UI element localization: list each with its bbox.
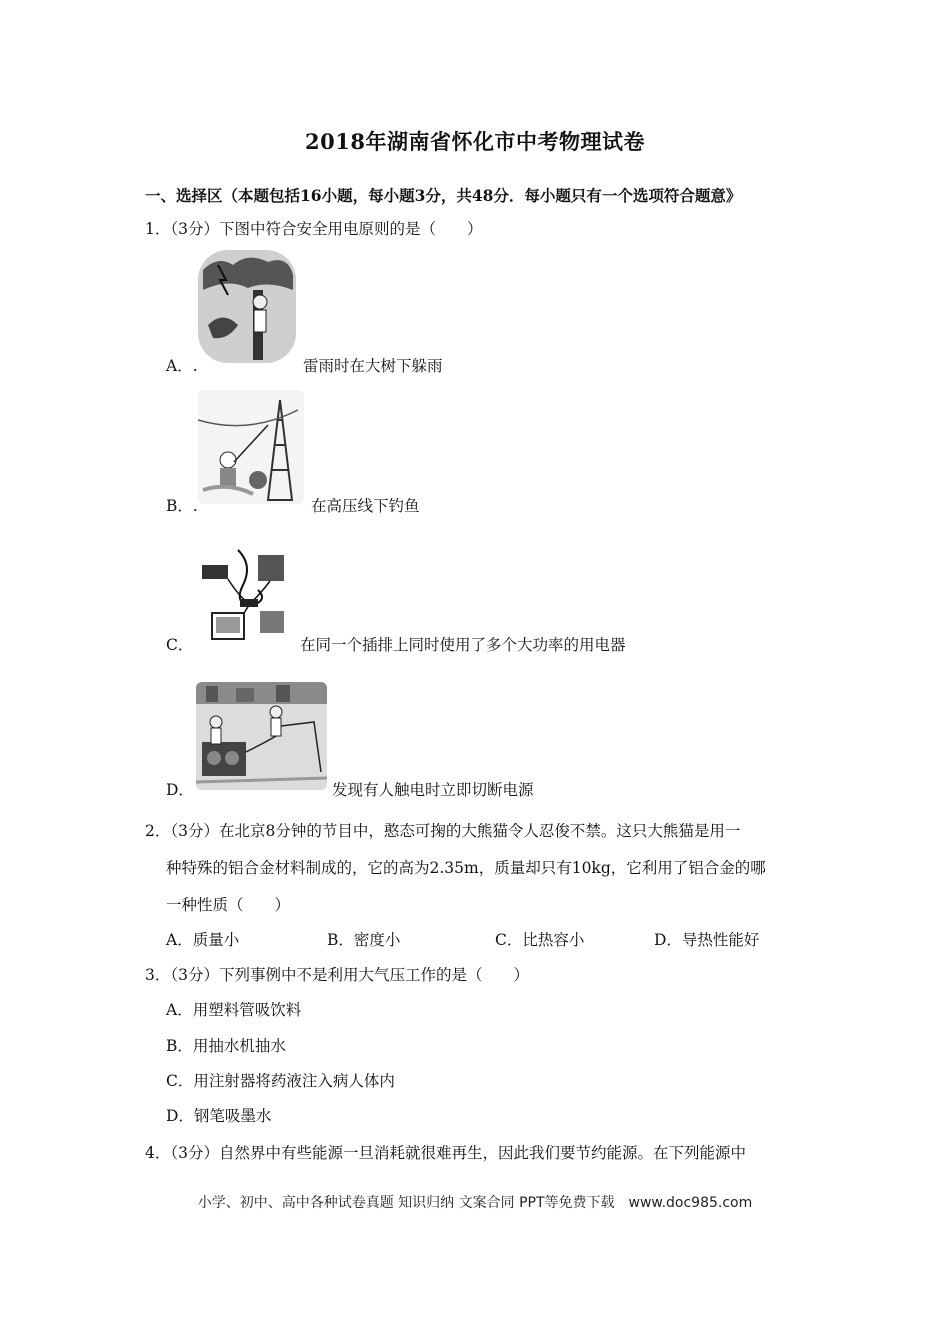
question-2-line1: 2．（3分）在北京8分钟的节目中，憨态可掬的大熊猫令人忍俊不禁。这只大熊猫是用一	[145, 822, 741, 840]
question-3-stem: 3．（3分）下列事例中不是利用大气压工作的是（ ）	[145, 966, 529, 984]
option-c-letter: C．	[166, 636, 194, 654]
option-a-illustration	[198, 250, 296, 363]
q2-option-b: B．密度小	[327, 931, 401, 949]
q3-option-d: D．钢笔吸墨水	[166, 1107, 272, 1125]
option-b-letter: B．.	[166, 497, 198, 515]
q2-option-a: A．质量小	[166, 931, 240, 949]
option-a-letter: A．.	[166, 357, 198, 375]
question-2-line3: 一种性质（ ）	[166, 896, 291, 914]
option-c-illustration	[198, 545, 296, 645]
q3-option-c: C．用注射器将药液注入病人体内	[166, 1072, 395, 1090]
option-a-text: 雷雨时在大树下躲雨	[303, 357, 443, 375]
option-d-illustration	[196, 682, 327, 790]
question-2-line2: 种特殊的铝合金材料制成的，它的高为2.35m，质量却只有10kg，它利用了铝合金的哪	[166, 859, 766, 877]
exam-title: 2018年湖南省怀化市中考物理试卷	[305, 129, 645, 154]
question-1-stem: 1．（3分）下图中符合安全用电原则的是（ ）	[145, 220, 483, 238]
section-heading: 一、选择区（本题包括16小题，每小题3分，共48分．每小题只有一个选项符合题意》	[145, 186, 742, 205]
q2-option-d: D．导热性能好	[654, 931, 760, 949]
option-d-letter: D．	[166, 781, 194, 799]
option-b-text: 在高压线下钓鱼	[311, 497, 420, 515]
page-footer: 小学、初中、高中各种试卷真题 知识归纳 文案合同 PPT等免费下载 www.doc985.com	[197, 1195, 753, 1211]
q3-option-a: A．用塑料管吸饮料	[166, 1001, 302, 1019]
option-b-illustration	[198, 390, 304, 504]
q2-option-c: C．比热容小	[495, 931, 585, 949]
q3-option-b: B．用抽水机抽水	[166, 1037, 286, 1055]
question-4-stem: 4．（3分）自然界中有些能源一旦消耗就很难再生，因此我们要节约能源。在下列能源中	[145, 1144, 746, 1162]
option-c-text: 在同一个插排上同时使用了多个大功率的用电器	[300, 636, 626, 654]
option-d-text: 发现有人触电时立即切断电源	[332, 781, 534, 799]
